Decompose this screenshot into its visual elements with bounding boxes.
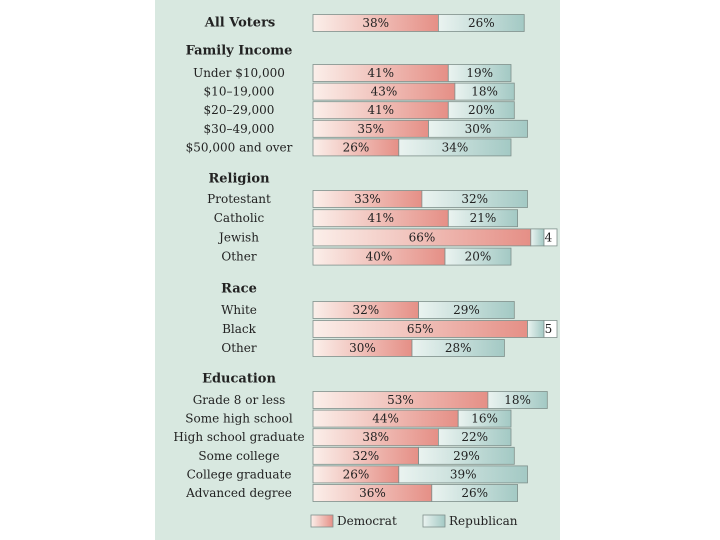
republican-value-label: 18%	[471, 84, 498, 99]
row-label: Advanced degree	[186, 486, 292, 500]
row-label: Grade 8 or less	[192, 393, 286, 407]
row-label: College graduate	[186, 467, 292, 482]
republican-value-label: 5	[544, 322, 553, 336]
republican-value-label: 20%	[464, 249, 492, 264]
group-header: Religion	[208, 171, 270, 187]
democrat-value-label: 26%	[342, 140, 370, 155]
democrat-value-label: 35%	[357, 121, 385, 136]
group-header: Race	[221, 281, 257, 297]
row-label: $20–29,000	[203, 103, 275, 118]
democrat-value-label: 36%	[359, 486, 386, 500]
republican-value-label: 32%	[461, 192, 489, 206]
row-label: Other	[221, 341, 257, 355]
republican-value-label: 22%	[461, 430, 489, 445]
republican-value-label: 4	[544, 230, 553, 245]
democrat-value-label: 65%	[406, 322, 434, 336]
legend-republican-swatch	[423, 515, 445, 527]
row-label: Black	[222, 322, 256, 336]
row-label: Under $10,000	[193, 66, 285, 80]
row-label: Some college	[198, 448, 280, 463]
row-label: $10–19,000	[203, 84, 275, 99]
republican-value-label: 20%	[467, 103, 495, 118]
democrat-value-label: 40%	[365, 249, 393, 264]
republican-value-label: 26%	[467, 16, 495, 30]
democrat-value-label: 32%	[352, 448, 380, 463]
row-label: Other	[221, 249, 257, 264]
democrat-value-label: 53%	[387, 393, 414, 407]
democrat-value-label: 38%	[362, 430, 390, 445]
row-label: White	[221, 303, 257, 317]
row-label: Some high school	[185, 411, 293, 426]
group-header: Family Income	[185, 43, 293, 59]
legend-democrat-label: Democrat	[337, 514, 397, 528]
democrat-value-label: 32%	[352, 303, 380, 317]
row-label: Protestant	[207, 192, 271, 206]
republican-value-label: 19%	[466, 66, 493, 80]
republican-bar	[528, 321, 545, 338]
democrat-value-label: 41%	[367, 103, 394, 118]
republican-value-label: 39%	[449, 467, 477, 482]
group-header: All Voters	[204, 15, 276, 31]
republican-value-label: 34%	[441, 140, 469, 155]
legend-republican-label: Republican	[449, 514, 518, 528]
row-label: High school graduate	[173, 430, 305, 445]
democrat-value-label: 66%	[408, 230, 436, 245]
republican-value-label: 18%	[504, 393, 531, 407]
democrat-value-label: 26%	[342, 467, 370, 482]
republican-value-label: 29%	[453, 303, 480, 317]
democrat-value-label: 41%	[367, 211, 394, 226]
row-label: Jewish	[219, 230, 259, 245]
republican-value-label: 29%	[453, 448, 480, 463]
democrat-value-label: 38%	[362, 16, 390, 30]
republican-value-label: 21%	[469, 211, 497, 226]
group-header: Education	[202, 371, 276, 387]
republican-value-label: 26%	[461, 486, 489, 500]
democrat-value-label: 41%	[367, 66, 394, 80]
row-label: $50,000 and over	[185, 140, 293, 155]
republican-value-label: 28%	[444, 341, 472, 355]
row-label: $30–49,000	[203, 121, 275, 136]
row-label: Catholic	[213, 211, 265, 226]
democrat-value-label: 33%	[354, 192, 381, 206]
republican-value-label: 16%	[471, 411, 498, 426]
democrat-value-label: 30%	[349, 341, 376, 355]
republican-bar	[531, 229, 544, 246]
legend-democrat-swatch	[311, 515, 333, 527]
democrat-value-label: 43%	[370, 84, 398, 99]
democrat-value-label: 44%	[372, 411, 399, 426]
republican-value-label: 30%	[464, 121, 492, 136]
